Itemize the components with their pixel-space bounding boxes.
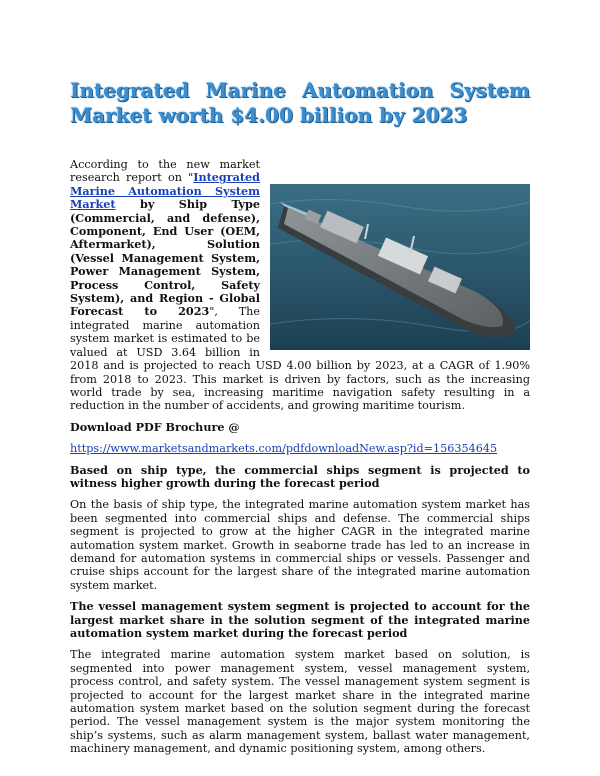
page-title: Integrated Marine Automation System Market worth $4.00 billion by 2023 — [70, 78, 530, 127]
section1-heading: Based on ship type, the commercial ships segment is projected to witness higher growth during the forecast period — [70, 462, 530, 490]
download-label: Download PDF Brochure @ — [70, 419, 240, 434]
intro-lead: According to the new market research report on " — [70, 158, 260, 185]
ship-photo-icon — [270, 184, 530, 350]
report-link[interactable]: Integrated Marine Automation System Market — [70, 170, 260, 212]
download-url-link[interactable]: https://www.marketsandmarkets.com/pdfdownloadNew.asp?id=156354645 — [70, 442, 498, 456]
section2-body: The integrated marine automation system market based on solution, is segmented into power management system, vessel management system, process control, and safety system. The vessel management system segment is projected to account for the largest market share in the integrated marine automation system market based on the solution segment during the forecast period. The vessel management system is the major system monitoring the ship’s systems, such as alarm management system, ballast water management, machinery management, and dynamic positioning system, among others. — [70, 648, 530, 756]
document-page — [70, 78, 530, 756]
intro-block — [70, 158, 530, 413]
intro-rest: ", The integrated marine automation system market is estimated to be valued at USD 3.64 billion in 2018 and is projected to reach USD 4.00 billion by 2023, at a CAGR of 1.90% from 2018 to 2023. This market is driven by factors, such as the increasing world trade by sea, increasing maritime navigation safety resulting in a reduction in the number of accidents, and growing maritime tourism. — [70, 305, 530, 413]
section1-body: On the basis of ship type, the integrated marine automation system market has been segmented into commercial ships and defense. The commercial ships segment is projected to grow at the higher CAGR in the integrated marine automation system market. Growth in seaborne trade has led to an increase in demand for automation systems in commercial ships or vessels. Passenger and cruise ships account for the largest share of the integrated marine automation system market. — [70, 498, 530, 592]
section2-heading: The vessel management system segment is projected to account for the largest market share in the solution segment of the integrated marine automation system market during the forecast period — [70, 599, 530, 640]
intro-report-scope: by Ship Type (Commercial, and defense), Component, End User (OEM, Aftermarket), Solution (Vessel Management System, Power Management System, Process Control, Safety System), and Region - Global Forecast to 2023 — [70, 197, 260, 319]
